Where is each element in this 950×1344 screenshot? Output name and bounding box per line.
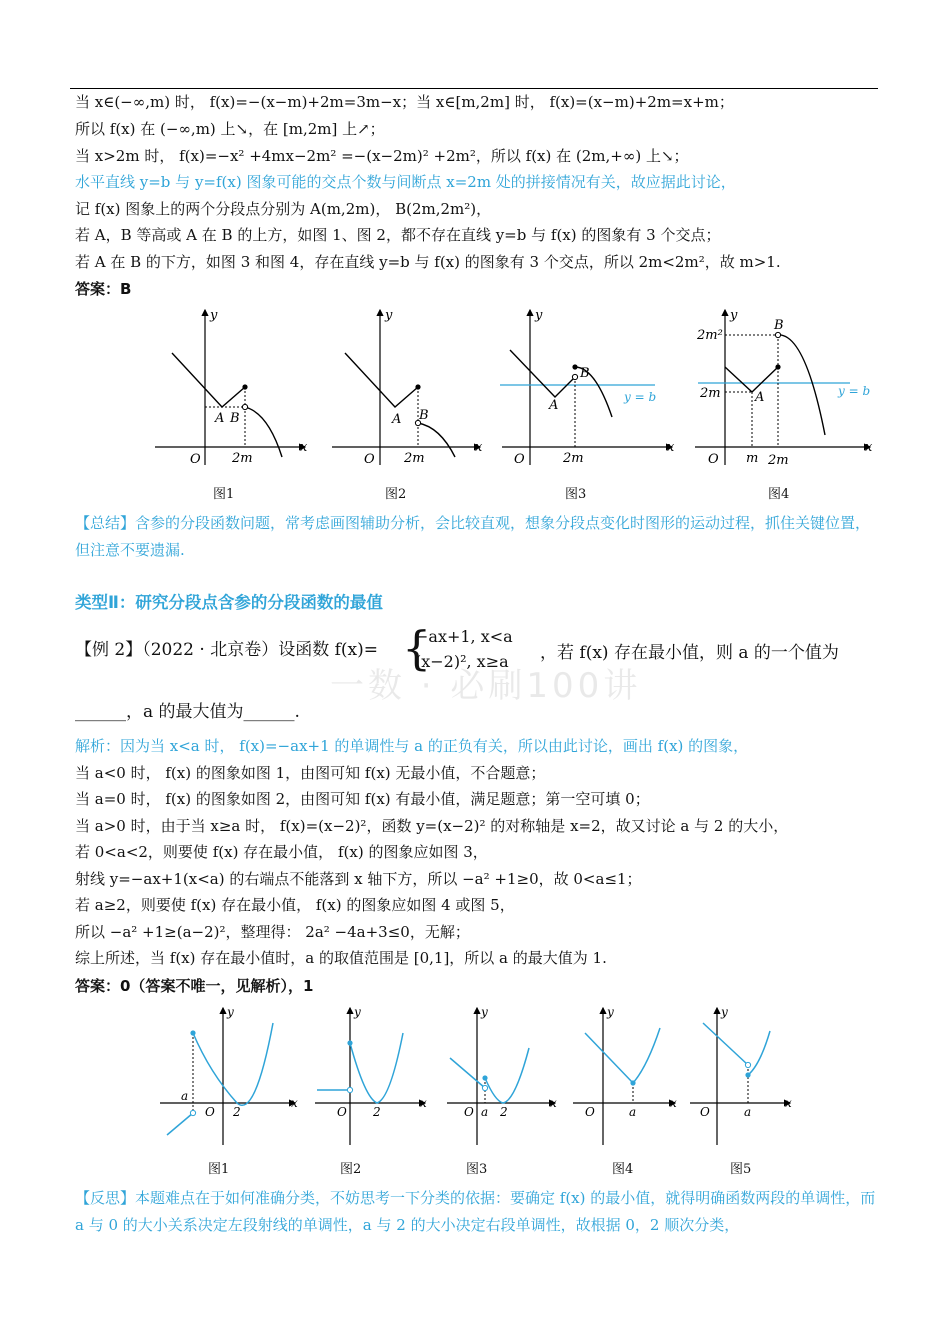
- caption-fig3: 图3: [565, 487, 587, 502]
- fig2-o: O: [364, 452, 375, 467]
- figure-set-1: [150, 305, 880, 480]
- f2-4-a: a: [629, 1105, 637, 1119]
- fig4-m: m: [746, 451, 759, 466]
- solution-line-5: 若 0<a<2，则要使 f(x) 存在最小值， f(x) 的图象应如图 3，: [75, 843, 488, 861]
- fig3-x: x: [667, 440, 675, 455]
- answer-2: 答案：0（答案不唯一，见解析），1: [75, 977, 314, 995]
- caption2-fig3: 图3: [466, 1162, 488, 1177]
- f2-1-o: O: [205, 1105, 215, 1119]
- f2-1-y: y: [227, 1005, 234, 1019]
- f2-1-x: x: [291, 1096, 298, 1110]
- fig4-a: A: [755, 390, 765, 405]
- f2-2-y: y: [354, 1005, 361, 1019]
- f2-4-x: x: [670, 1096, 677, 1110]
- graph-fig1: [155, 310, 305, 465]
- caption-fig1: 图1: [213, 487, 235, 502]
- fig1-o: O: [190, 452, 201, 467]
- solution-line-9: 综上所述，当 f(x) 存在最小值时，a 的取值范围是 [0,1]，所以 a 的最大值为 1.: [75, 949, 607, 967]
- text-line-2: 所以 f(x) 在 (−∞,m) 上↘，在 [m,2m] 上↗；: [75, 120, 385, 138]
- fig1-b: B: [230, 411, 240, 426]
- text-line-7: 若 A 在 B 的下方，如图 3 和图 4，存在直线 y=b 与 f(x) 的图象有 3 个交点，所以 2m<2m²，故 m>1.: [75, 253, 781, 271]
- f2-3-x: x: [550, 1096, 557, 1110]
- fig3-a: A: [549, 398, 559, 413]
- fig3-2m: 2m: [563, 451, 584, 466]
- fig4-y: y: [730, 308, 738, 323]
- fig4-yb: y = b: [838, 384, 871, 398]
- f2-3-a: a: [481, 1105, 489, 1119]
- example2-suffix: ，若 f(x) 存在最小值，则 a 的一个值为: [540, 643, 839, 663]
- f2-4-o: O: [585, 1105, 595, 1119]
- piecewise-cases: [415, 624, 513, 674]
- text-line-1: 当 x∈(−∞,m) 时， f(x)=−(x−m)+2m=3m−x；当 x∈[m,2m] 时， f(x)=(x−m)+2m=x+m；: [75, 93, 734, 111]
- fig2-b: B: [419, 408, 429, 423]
- summary-paragraph: 【总结】含参的分段函数问题，常考虑画图辅助分析，会比较直观，想象分段点变化时图形的运动过程，抓住关键位置，但注意不要遗漏.: [75, 514, 871, 559]
- fig2-a: A: [392, 412, 402, 427]
- piece-2: (x−2)², x≥a: [415, 652, 509, 671]
- fig3-yb: y = b: [624, 390, 657, 404]
- f2-2-o: O: [337, 1105, 347, 1119]
- fig2-x: x: [475, 440, 483, 455]
- graph-fig2: [332, 310, 480, 465]
- fig3-o: O: [514, 452, 525, 467]
- caption2-fig1: 图1: [208, 1162, 230, 1177]
- graph-fig3: [500, 310, 672, 465]
- answer-1: 答案：B: [75, 280, 132, 298]
- f2-5-a: a: [744, 1105, 752, 1119]
- text-line-4: 水平直线 y=b 与 y=f(x) 图象可能的交点个数与间断点 x=2m 处的拼接情况有关，故应据此讨论，: [75, 173, 736, 191]
- fig1-x: x: [300, 440, 308, 455]
- text-line-3: 当 x>2m 时， f(x)=−x² +4mx−2m² =−(x−2m)² +2m²，所以 f(x) 在 (2m,+∞) 上↘；: [75, 147, 689, 165]
- watermark: 一数 · 必刷100讲: [330, 666, 642, 706]
- f2-3-y: y: [481, 1005, 488, 1019]
- fig4-x: x: [865, 440, 873, 455]
- caption-fig4: 图4: [768, 487, 790, 502]
- solution-line-4: 当 a>0 时，由于当 x≥a 时， f(x)=(x−2)²，函数 y=(x−2)² 的对称轴是 x=2，故又讨论 a 与 2 的大小，: [75, 817, 789, 835]
- fig3-y: y: [535, 308, 543, 323]
- f2-3-o: O: [464, 1105, 474, 1119]
- fig1-a: A: [215, 411, 225, 426]
- fig4-2msq: 2m²: [697, 328, 723, 343]
- caption2-fig4: 图4: [612, 1162, 634, 1177]
- f2-5-x: x: [785, 1096, 792, 1110]
- caption2-fig5: 图5: [730, 1162, 752, 1177]
- fig4-2m-y: 2m: [700, 386, 721, 401]
- solution-line-7: 若 a≥2，则要使 f(x) 存在最小值， f(x) 的图象应如图 4 或图 5，: [75, 896, 515, 914]
- f2-2-2: 2: [373, 1105, 381, 1119]
- text-line-6: 若 A，B 等高或 A 在 B 的上方，如图 1、图 2，都不存在直线 y=b 与 f(x) 的图象有 3 个交点；: [75, 226, 721, 244]
- caption-fig2: 图2: [385, 487, 407, 502]
- piecewise-brace: {: [402, 621, 432, 675]
- fig4-2m: 2m: [768, 453, 789, 468]
- graph2-fig1: [160, 1008, 295, 1145]
- graph2-fig3: [447, 1008, 555, 1145]
- solution-line-2: 当 a<0 时， f(x) 的图象如图 1，由图可知 f(x) 无最小值，不合题意；: [75, 764, 546, 782]
- f2-1-a: a: [181, 1089, 189, 1103]
- fig2-2m: 2m: [404, 451, 425, 466]
- fig4-b: B: [774, 318, 784, 333]
- text-line-5: 记 f(x) 图象上的两个分段点分别为 A(m,2m)， B(2m,2m²)，: [75, 200, 492, 218]
- f2-5-y: y: [721, 1005, 728, 1019]
- solution-line-6: 射线 y=−ax+1(x<a) 的右端点不能落到 x 轴下方，所以 −a² +1≥0，故 0<a≤1；: [75, 870, 642, 888]
- fig4-o: O: [708, 452, 719, 467]
- reflection-paragraph: 【反思】本题难点在于如何准确分类，不妨思考一下分类的依据：要确定 f(x) 的最小值，就得明确函数两段的单调性，而 a 与 0 的大小关系决定左段射线的单调性，a 与 2 的大小决定右段单调性，故根据 0，2 顺次分类，: [75, 1189, 876, 1234]
- figure-set-2: [155, 1003, 795, 1153]
- f2-4-y: y: [607, 1005, 614, 1019]
- fig3-b: B: [580, 366, 590, 381]
- fig1-y: y: [210, 308, 218, 323]
- graph2-fig2: [315, 1008, 425, 1145]
- header-rule: [70, 88, 878, 89]
- f2-3-2: 2: [500, 1105, 508, 1119]
- solution-line-1: 解析：因为当 x<a 时， f(x)=−ax+1 的单调性与 a 的正负有关，所以由此讨论，画出 f(x) 的图象，: [75, 737, 749, 755]
- graph2-fig5: [690, 1008, 790, 1145]
- example2-prefix: 【例 2】（2022 · 北京卷）设函数 f(x)=: [75, 640, 378, 660]
- solution-line-3: 当 a=0 时， f(x) 的图象如图 2，由图可知 f(x) 有最小值，满足题意；第一空可填 0；: [75, 790, 650, 808]
- piece-1: −ax+1, x<a: [415, 627, 513, 646]
- f2-2-x: x: [420, 1096, 427, 1110]
- fig2-y: y: [385, 308, 393, 323]
- graph2-fig4: [573, 1008, 675, 1145]
- f2-5-o: O: [700, 1105, 710, 1119]
- solution-line-8: 所以 −a² +1≥(a−2)²，整理得： 2a² −4a+3≤0，无解；: [75, 923, 470, 941]
- f2-1-2: 2: [233, 1105, 241, 1119]
- fig1-2m: 2m: [232, 451, 253, 466]
- caption2-fig2: 图2: [340, 1162, 362, 1177]
- example2-blanks: ______，a 的最大值为______.: [75, 702, 300, 722]
- section-heading: 类型Ⅱ：研究分段点含参的分段函数的最值: [75, 593, 383, 612]
